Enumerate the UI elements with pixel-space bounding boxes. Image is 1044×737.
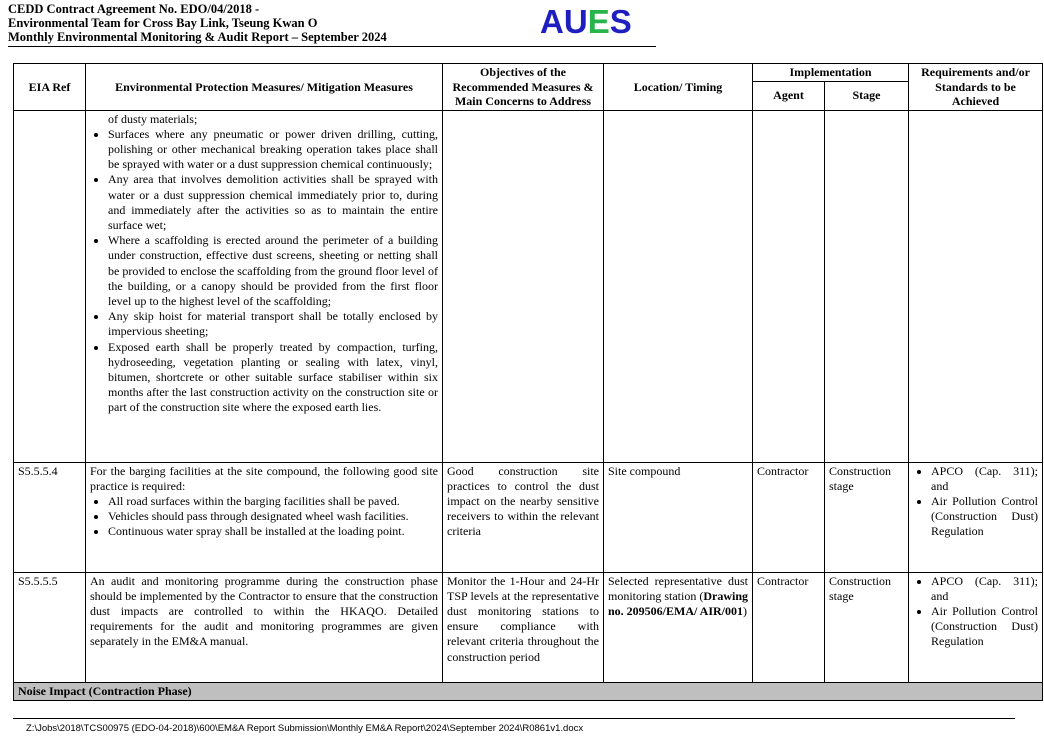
requirements-cell xyxy=(909,110,1043,462)
col-header-requirements: Requirements and/or Standards to be Achieved xyxy=(909,64,1043,111)
col-header-location: Location/ Timing xyxy=(604,64,753,111)
col-header-implementation: Implementation xyxy=(753,64,909,82)
aues-logo xyxy=(540,2,632,42)
requirements-cell xyxy=(909,572,1043,682)
list-item: • Air Pollution Control (Construction Dust) Regulation xyxy=(931,494,1038,540)
stage-cell: Construction stage xyxy=(825,572,909,682)
section-heading: Noise Impact (Contraction Phase) xyxy=(14,682,1043,700)
logo-letter: S xyxy=(609,3,632,40)
list-item: • Vehicles should pass through designated wheel wash facilities. xyxy=(108,509,438,524)
eia-ref-cell: S5.5.5.4 xyxy=(14,462,86,572)
location-close: ) xyxy=(743,603,748,618)
drawing-reference: Drawing no. 209506/EMA/ AIR/001 xyxy=(608,588,748,618)
list-item: • Where a scaffolding is erected around the perimeter of a building under construction, effective dust screens, sheeting or netting shall be provided to enclose the scaffolding from the ground floor level of the building, or a canopy should be provided from the first floor level up to the highest level of the scaffolding; xyxy=(108,233,438,309)
col-header-objectives: Objectives of the Recommended Measures & Main Concerns to Address xyxy=(443,64,604,111)
measures-cell xyxy=(86,110,443,462)
logo-letter: E xyxy=(587,3,610,40)
table-row xyxy=(14,462,1043,572)
location-cell xyxy=(604,572,753,682)
list-item: • All road surfaces within the barging facilities shall be paved. xyxy=(108,494,438,509)
location-cell: Site compound xyxy=(604,462,753,572)
list-item: • Any skip hoist for material transport shall be totally enclosed by impervious sheeting; xyxy=(108,309,438,339)
header-divider xyxy=(8,46,656,47)
measures-list xyxy=(90,127,438,416)
objectives-cell: Monitor the 1-Hour and 24-Hr TSP levels at the representative dust monitoring stations to ensure compliance with relevant criteria throughout the construction period xyxy=(443,572,604,682)
requirements-list xyxy=(913,574,1038,650)
contract-line: CEDD Contract Agreement No. EDO/04/2018 - xyxy=(8,2,260,16)
team-line: Environmental Team for Cross Bay Link, Tseung Kwan O xyxy=(8,16,318,30)
footer-divider xyxy=(13,718,1015,719)
logo-letter: A xyxy=(540,3,564,40)
agent-cell: Contractor xyxy=(753,462,825,572)
list-item: • Any area that involves demolition activities shall be sprayed with water or a dust suppression chemical immediately prior to, during and immediately after the activities so as to maintain the entire surface wet; xyxy=(108,172,438,233)
mitigation-measures-table xyxy=(13,63,1043,701)
objectives-cell: Good construction site practices to control the dust impact on the nearby sensitive receivers to within the relevant criteria xyxy=(443,462,604,572)
table-row xyxy=(14,572,1043,682)
col-header-agent: Agent xyxy=(753,81,825,110)
eia-ref-cell xyxy=(14,110,86,462)
list-item: • Continuous water spray shall be installed at the loading point. xyxy=(108,524,438,539)
document-header xyxy=(8,2,387,44)
location-cell xyxy=(604,110,753,462)
list-item: • APCO (Cap. 311); and xyxy=(931,464,1038,494)
eia-ref-cell: S5.5.5.5 xyxy=(14,572,86,682)
col-header-measures: Environmental Protection Measures/ Mitigation Measures xyxy=(86,64,443,111)
measures-cell xyxy=(86,462,443,572)
col-header-stage: Stage xyxy=(825,81,909,110)
file-path-footer: Z:\Jobs\2018\TCS00975 (EDO-04-2018)\600\EM&A Report Submission\Monthly EM&A Report\2024\September 2024\R0861v1.docx xyxy=(26,723,584,734)
measure-intro: For the barging facilities at the site compound, the following good site practice is required: xyxy=(90,463,438,493)
list-item: • Air Pollution Control (Construction Dust) Regulation xyxy=(931,604,1038,650)
location-text: Selected representative dust monitoring station ( xyxy=(608,573,748,603)
requirements-list xyxy=(913,464,1038,540)
agent-cell: Contractor xyxy=(753,572,825,682)
col-header-eia-ref: EIA Ref xyxy=(14,64,86,111)
stage-cell xyxy=(825,110,909,462)
stage-cell: Construction stage xyxy=(825,462,909,572)
list-item: • APCO (Cap. 311); and xyxy=(931,574,1038,604)
objectives-cell xyxy=(443,110,604,462)
list-item: • Exposed earth shall be properly treated by compaction, turfing, hydroseeding, vegetation planting or sealing with latex, vinyl, bitumen, shortcrete or other suitable surface stabiliser within six months after the last construction activity on the construction site or part of the construction site where the exposed earth lies. xyxy=(108,340,438,416)
requirements-cell xyxy=(909,462,1043,572)
table-row xyxy=(14,110,1043,462)
logo-letter: U xyxy=(563,3,588,40)
report-title-line: Monthly Environmental Monitoring & Audit Report – September 2024 xyxy=(8,30,387,44)
section-heading-row xyxy=(14,682,1043,700)
agent-cell xyxy=(753,110,825,462)
measures-cell: An audit and monitoring programme during the construction phase should be implemented by the Contractor to ensure that the construction dust impacts are controlled to within the HKAQO. Detailed requirements for the audit and monitoring programmes are given separately in the EM&A manual. xyxy=(86,572,443,682)
list-item: • Surfaces where any pneumatic or power driven drilling, cutting, polishing or other mechanical breaking operation takes place shall be sprayed with water or a dust suppression chemical continuously; xyxy=(108,127,438,173)
measures-list xyxy=(90,494,438,540)
continuation-lead: of dusty materials; xyxy=(108,111,198,126)
